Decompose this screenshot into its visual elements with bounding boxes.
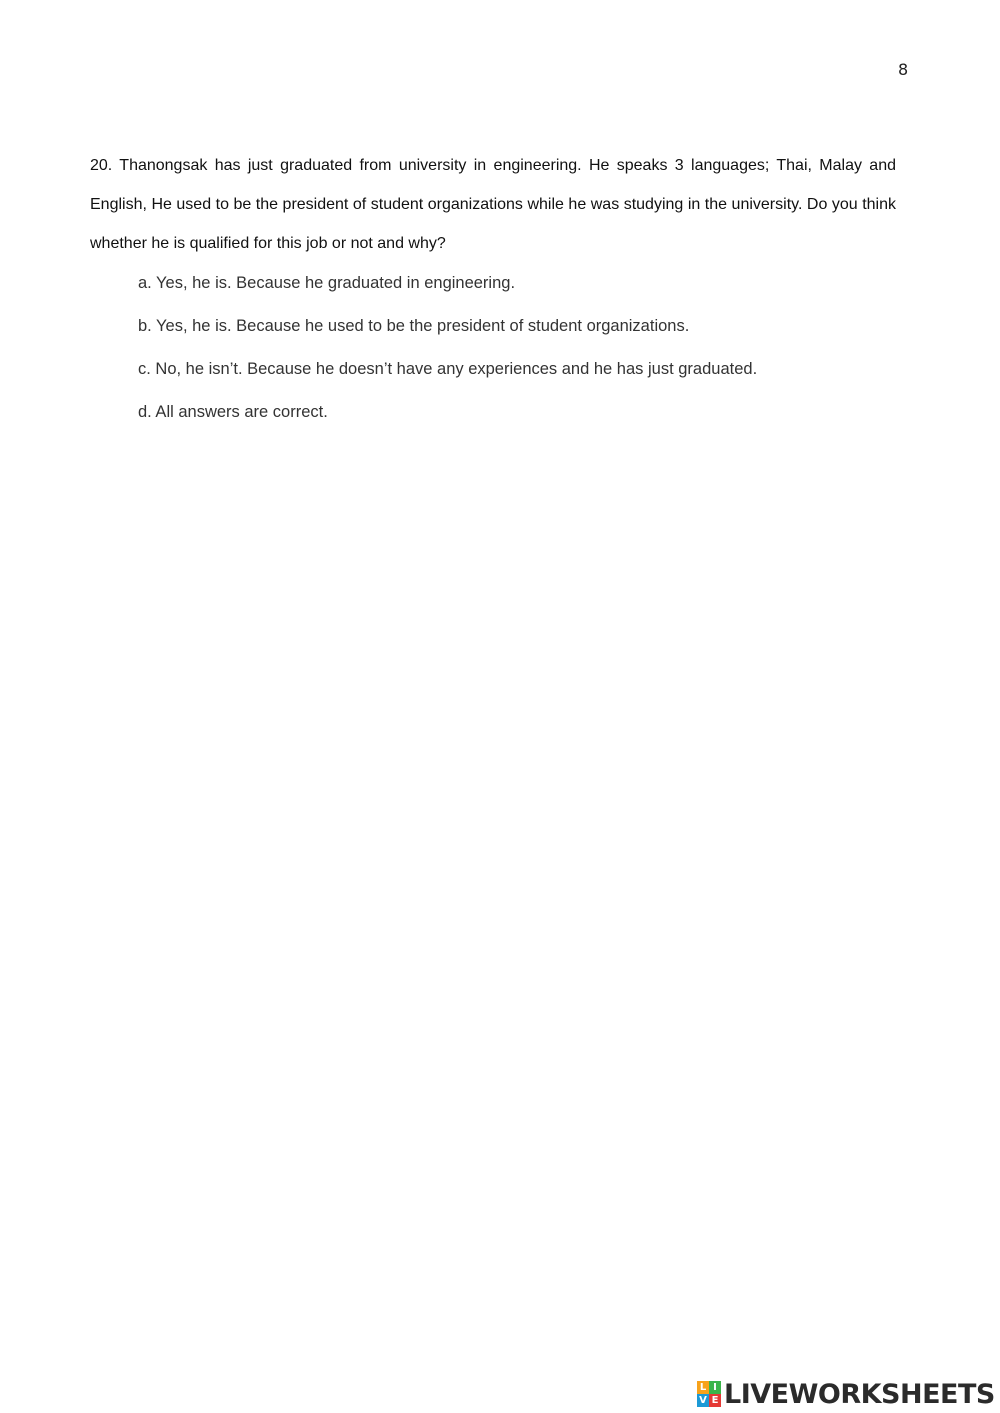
logo-letter-v: V — [697, 1394, 709, 1407]
question-text: 20. Thanongsak has just graduated from university in engineering. He speaks 3 languages; Thai, Malay and English, He used to be the president of student organizations while he was studying in the university. Do you think whether he is qualified for this job or not and why? — [90, 157, 896, 252]
liveworksheets-logo-icon — [697, 1381, 721, 1407]
liveworksheets-brand — [697, 1378, 995, 1410]
brand-name: LIVEWORKSHEETS — [724, 1378, 995, 1410]
logo-letter-e: E — [709, 1394, 721, 1407]
option-a[interactable]: a. Yes, he is. Because he graduated in engineering. — [138, 274, 516, 292]
logo-letter-l: L — [697, 1381, 709, 1394]
page-number: 8 — [898, 60, 909, 79]
answer-options — [138, 262, 918, 434]
option-b[interactable]: b. Yes, he is. Because he used to be the president of student organizations. — [138, 317, 690, 335]
option-d[interactable]: d. All answers are correct. — [138, 403, 328, 421]
option-c[interactable]: c. No, he isn’t. Because he doesn’t have any experiences and he has just graduated. — [138, 360, 758, 378]
logo-letter-i: I — [709, 1381, 721, 1394]
